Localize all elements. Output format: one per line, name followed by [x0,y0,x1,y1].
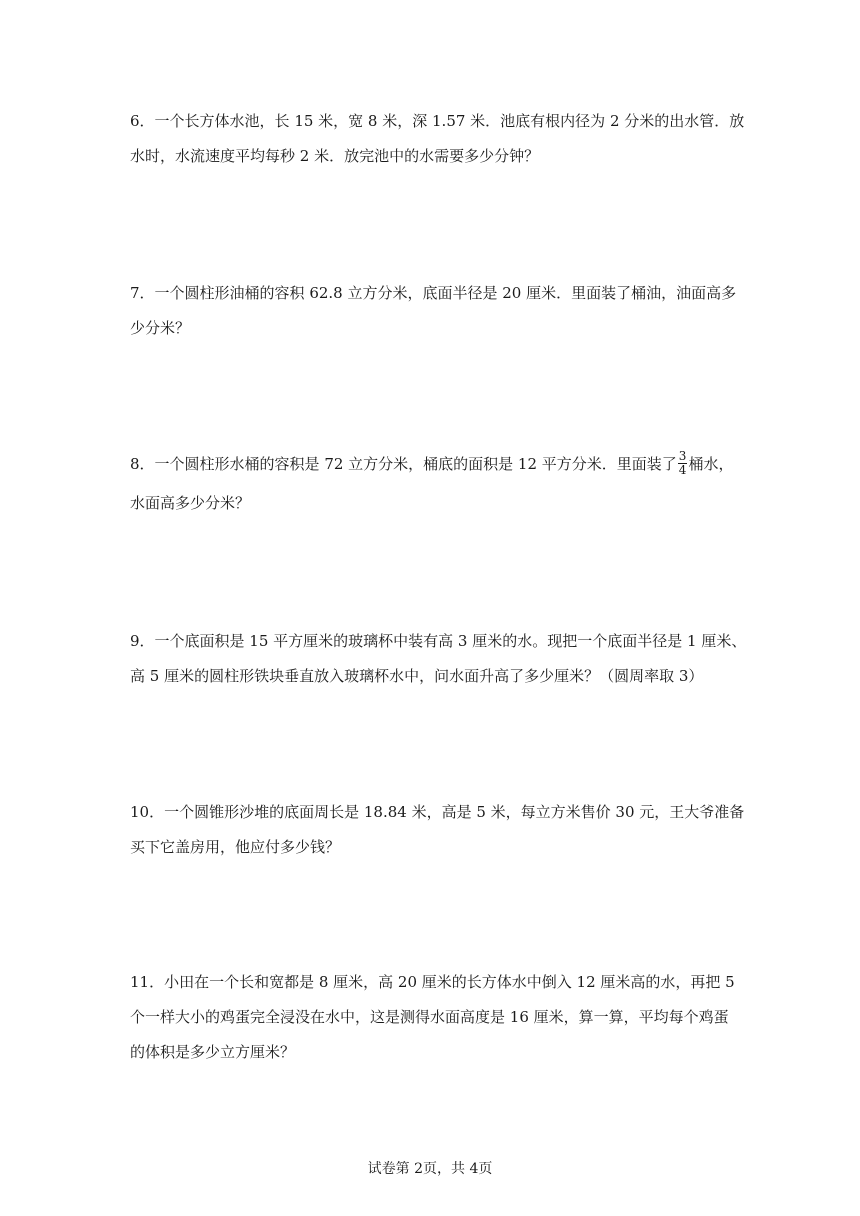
question-11-line-2: 个一样大小的鸡蛋完全浸没在水中，这是测得水面高度是 16 厘米，算一算，平均每个鸡蛋 [130,1008,729,1026]
question-9 [130,624,747,694]
fraction-three-quarters [678,450,688,477]
question-10-line-2: 买下它盖房用，他应付多少钱？ [130,838,341,856]
question-9-line-1: 9．一个底面积是 15 平方厘米的玻璃杯中装有高 3 厘米的水。现把一个底面半径是 1 厘米、 [130,632,747,650]
question-8-line-2: 水面高多少分米？ [130,494,251,512]
question-6-line-1: 6．一个长方体水池，长 15 米，宽 8 米，深 1.57 米．池底有根内径为 2 分米的出水管．放 [130,112,745,130]
question-9-line-2: 高 5 厘米的圆柱形铁块垂直放入玻璃杯水中，问水面升高了多少厘米？（圆周率取 3） [130,667,704,685]
question-10 [130,795,745,865]
question-8-text-after: 桶水， [688,455,734,473]
fraction-denominator: 4 [678,462,687,477]
question-8-text-before: 8．一个圆柱形水桶的容积是 72 立方分米，桶底的面积是 12 平方分米．里面装了 [130,455,677,473]
question-11 [130,965,735,1070]
question-7-line-2: 少分米？ [130,319,191,337]
question-8-line-1 [130,447,734,482]
question-6-line-2: 水时，水流速度平均每秒 2 米．放完池中的水需要多少分钟？ [130,147,540,165]
question-11-line-1: 11．小田在一个长和宽都是 8 厘米，高 20 厘米的长方体水中倒入 12 厘米高的水，再把 5 [130,973,735,991]
question-7 [130,276,737,346]
fraction-numerator: 3 [678,448,687,463]
page-footer: 试卷第 2页，共 4页 [367,1161,493,1177]
question-7-line-1: 7．一个圆柱形油桶的容积 62.8 立方分米，底面半径是 20 厘米．里面装了桶油，油面高多 [130,284,737,302]
question-11-line-3: 的体积是多少立方厘米？ [130,1043,296,1061]
question-10-line-1: 10．一个圆锥形沙堆的底面周长是 18.84 米，高是 5 米，每立方米售价 30 元，王大爷准备 [130,803,745,821]
question-6 [130,104,745,174]
question-8 [130,447,734,521]
